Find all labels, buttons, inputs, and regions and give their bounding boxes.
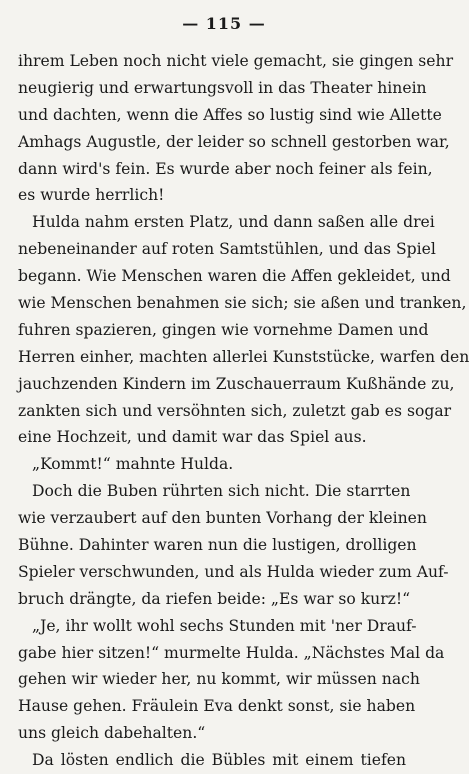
text-line: Bühne. Dahinter waren nun die lustigen, drolligen	[18, 536, 417, 555]
text-line: jauchzenden Kindern im Zuschauerraum Kußhände zu,	[18, 374, 455, 393]
text-line: dann wird's fein. Es wurde aber noch feiner als fein,	[18, 159, 433, 178]
text-line: ihrem Leben noch nicht viele gemacht, sie gingen sehr	[18, 52, 454, 70]
text-line: nebeneinander auf roten Samtstühlen, und das Spiel	[18, 240, 436, 259]
text-line: und dachten, wenn die Affes so lustig sind wie Allette	[18, 105, 442, 124]
text-line: fuhren spazieren, gingen wie vornehme Damen und	[18, 320, 429, 339]
text-line: Amhags Augustle, der leider so schnell gestorben war,	[18, 132, 450, 151]
text-line: wie Menschen benahmen sie sich; sie aßen und tranken,	[18, 294, 467, 313]
text-line: wie verzaubert auf den bunten Vorhang der kleinen	[18, 509, 427, 528]
text-line: gehen wir wieder her, nu kommt, wir müssen nach	[18, 670, 420, 689]
text-line: „Kommt!“ mahnte Hulda.	[32, 455, 234, 474]
text-line: Da lösten endlich die Bübles mit einem tiefen	[32, 751, 406, 770]
text-line: Hause gehen. Fräulein Eva denkt sonst, sie haben	[18, 697, 416, 716]
text-line: begann. Wie Menschen waren die Affen gekleidet, und	[18, 267, 451, 286]
text-line: Herren einher, machten allerlei Kunststücke, warfen den	[18, 347, 469, 366]
text-line: uns gleich dabehalten.“	[18, 724, 206, 743]
text-line: bruch drängte, da riefen beide: „Es war so kurz!“	[18, 589, 411, 608]
text-line: Spieler verschwunden, und als Hulda wieder zum Auf-	[18, 562, 449, 581]
text-line: es wurde herrlich!	[18, 186, 165, 205]
text-line: „Je, ihr wollt wohl sechs Stunden mit 'ner Drauf-	[32, 616, 417, 635]
page-number: — 115 —	[182, 14, 266, 33]
text-line: eine Hochzeit, und damit war das Spiel aus.	[18, 428, 367, 447]
text-line: neugierig und erwartungsvoll in das Theater hinein	[18, 78, 427, 97]
text-line: gabe hier sitzen!“ murmelte Hulda. „Nächstes Mal da	[18, 643, 445, 662]
text-line: Hulda nahm ersten Platz, und dann saßen alle drei	[32, 213, 435, 232]
body-text	[18, 48, 469, 774]
text-line: Doch die Buben rührten sich nicht. Die starrten	[32, 482, 411, 501]
text-line: zankten sich und versöhnten sich, zuletzt gab es sogar	[18, 401, 452, 420]
